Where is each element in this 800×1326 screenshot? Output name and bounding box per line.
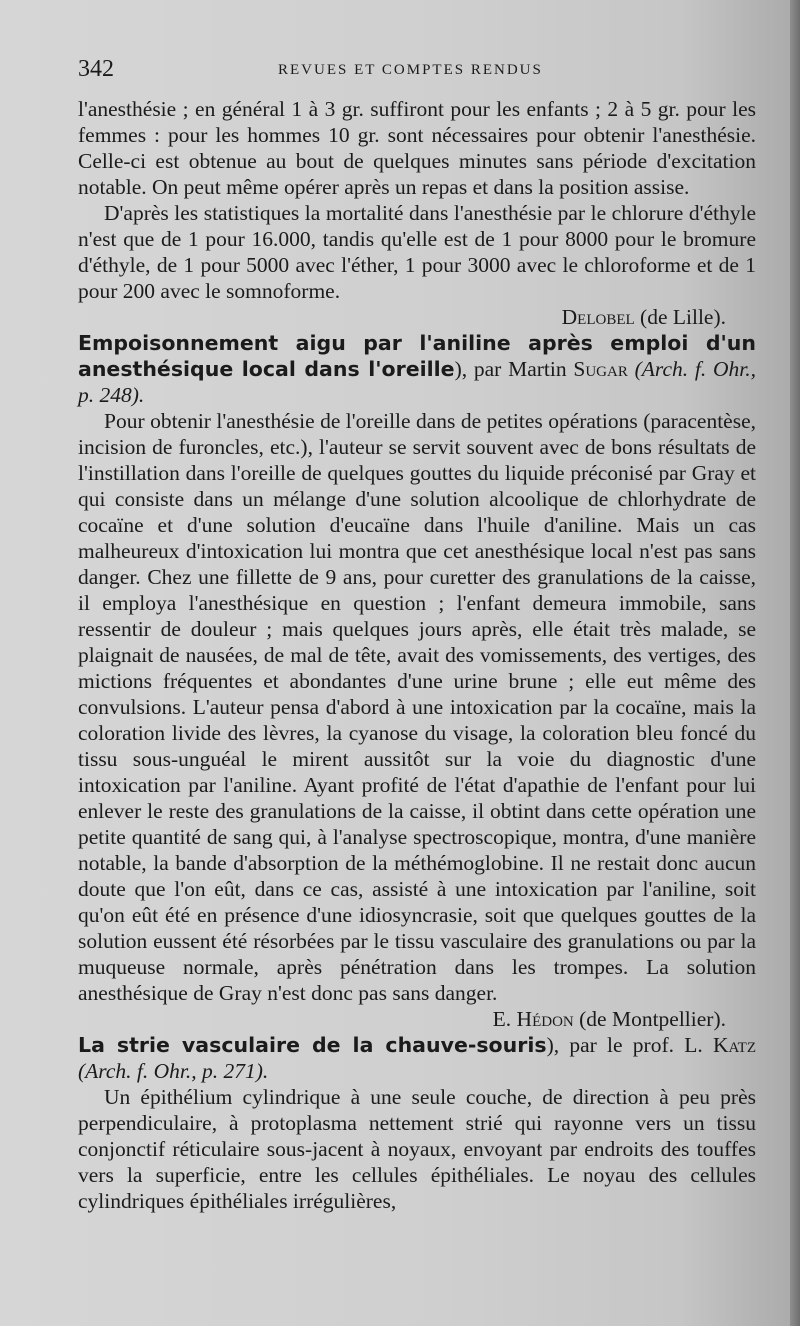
- signature-name: E. Hédon: [492, 1007, 574, 1031]
- signature-place: (de Montpellier).: [579, 1007, 726, 1031]
- page-number: 342: [78, 56, 114, 82]
- article1-by: ), par Martin: [454, 357, 567, 381]
- article1-body: Pour obtenir l'anesthésie de l'oreille dans de petites opérations (paracentèse, incision de furoncles, etc.), l'auteur se servit souvent avec de bons résultats de l'instillation dans l'oreille de quelques gouttes du liquide préconisé par Gray et qui consiste dans un mélange d'une solution alcoolique de chlorhydrate de cocaïne et d'une solution d'eucaïne dans l'huile d'aniline. Mais un cas malheureux d'intoxication lui montra que cet anesthésique local n'est pas sans danger. Chez une fillette de 9 ans, pour curetter des granulations de la caisse, il employa l'anesthésique en question ; l'enfant demeura immobile, sans ressentir de douleur ; mais quelques jours après, elle était très malade, se plaignait de nausées, de mal de tête, avait des vomissements, des vertiges, des mictions fréquentes et abondantes d'une urine brune ; elle eut même des convulsions. L'auteur pensa d'abord à une intoxication par la cocaïne, mais la coloration livide des lèvres, la cyanose du visage, la coloration bleu foncé du tissu sous-unguéal le mirent aussitôt sur la voie du diagnostic d'une intoxication par l'aniline. Ayant profité de l'état d'apathie de l'enfant pour lui enlever le reste des granulations de la caisse, il obtint dans cette opération une petite quantité de sang qui, à l'analyse spectroscopique, montra, d'une manière notable, la bande d'absorption de la méthémoglobine. Il ne restait donc aucun doute que l'on eût, dans ce cas, assisté à une intoxication par l'aniline, soit qu'on eût été en présence d'une idiosyncrasie, soit que quelques gouttes de la solution eussent été résorbées par le tissu vasculaire des granulations ou par la muqueuse normale, après pénétration dans les trompes. La solution anesthésique de Gray n'est donc pas sans danger.: [78, 409, 756, 1005]
- article1-heading: [78, 330, 756, 408]
- article2-author: L. Katz: [684, 1033, 757, 1057]
- article1-source: (Arch. f. Ohr., p. 248).: [78, 357, 757, 407]
- article2-heading: [78, 1032, 756, 1084]
- running-head: REVUES ET COMPTES RENDUS: [278, 62, 543, 78]
- signature-name: Delobel: [561, 305, 635, 329]
- page-body: [78, 96, 756, 1214]
- page-spine-shadow: [790, 0, 800, 1326]
- article2-body: Un épithélium cylindrique à une seule couche, de direction à peu près perpendiculaire, à protoplasma nettement strié qui rayonne vers un tissu conjonctif réticulaire sous-jacent à noyaux, envoyant par endroits des touffes vers la superficie, entre les cellules épithéliales. Le noyau des cellules cylindriques épithéliales irrégulières,: [78, 1085, 756, 1213]
- intro-signature: [78, 304, 756, 330]
- signature-place: (de Lille).: [640, 305, 726, 329]
- intro-paragraph-2: D'après les statistiques la mortalité dans l'anesthésie par le chlorure d'éthyle n'est que de 1 pour 16.000, tandis qu'elle est de 1 pour 8000 pour le bromure d'éthyle, de 1 pour 5000 avec l'éther, 1 pour 3000 avec le chloroforme et de 1 pour 200 avec le somnoforme.: [78, 201, 756, 303]
- article2-title: La strie vasculaire de la chauve-souris: [78, 1033, 547, 1057]
- intro-paragraph-1: l'anesthésie ; en général 1 à 3 gr. suffiront pour les enfants ; 2 à 5 gr. pour les femmes : pour les hommes 10 gr. sont nécessaires pour obtenir l'anesthésie. Celle-ci est obtenue au bout de quelques minutes sans période d'excitation notable. On peut même opérer après un repas et dans la position assise.: [78, 97, 756, 199]
- page-header: [78, 56, 756, 96]
- article2-by: ), par le prof.: [546, 1033, 674, 1057]
- article2-source: (Arch. f. Ohr., p. 271).: [78, 1059, 269, 1083]
- article1-signature: [78, 1006, 756, 1032]
- article1-title: Empoisonnement aigu par l'aniline après emploi d'un anesthésique local dans l'oreille: [78, 331, 756, 381]
- article1-author: Sugar: [573, 357, 628, 381]
